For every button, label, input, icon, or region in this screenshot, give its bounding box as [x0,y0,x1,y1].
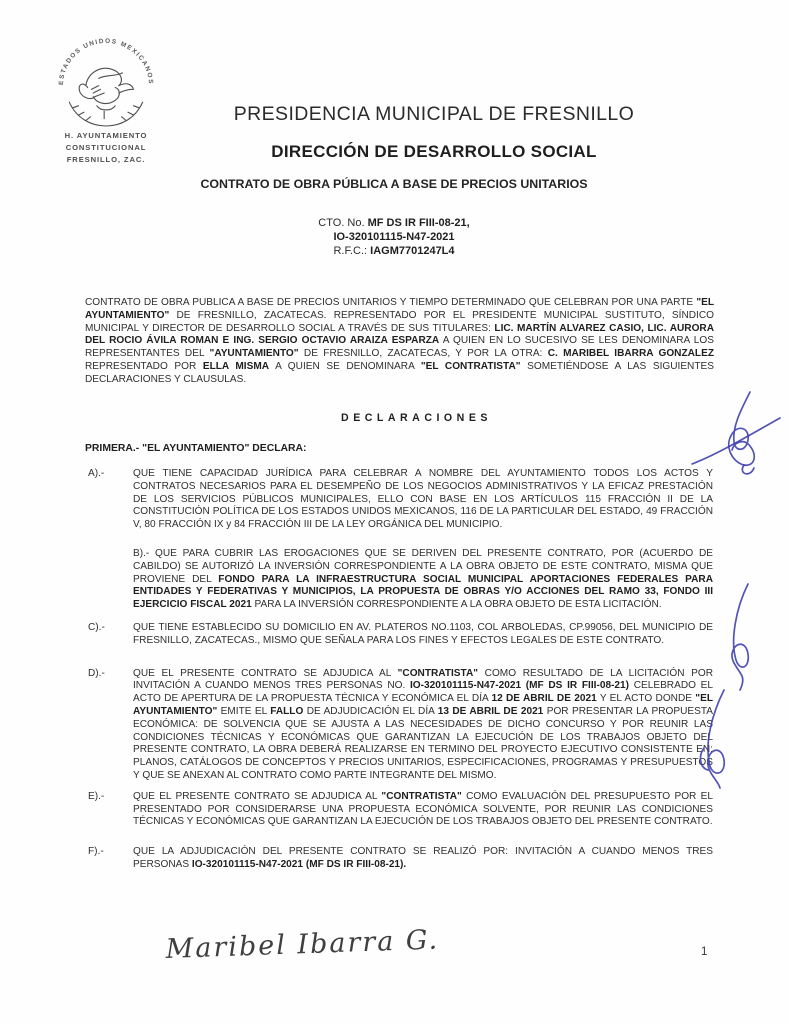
clause-e [85,791,713,829]
clause-c-label: C).- [88,621,105,633]
page-number: 1 [701,946,708,958]
clause-f [85,846,713,872]
org-name-line: FRESNILLO, ZAC. [66,155,146,164]
org-name-line: CONSTITUCIONAL [65,143,147,152]
clause-f-label: F).- [88,846,104,858]
ink-rubric-2 [718,580,766,692]
clause-d-text: QUE EL PRESENTE CONTRATO SE ADJUDICA AL "CONTRATISTA" COMO RESULTADO DE LA LICITACIÓN POR INVITACIÓN A CUANDO MENOS TRES PERSONAS NO. IO-320101115-N47-2021 (MF DS IR FIII-08-21) CELEBRADO EL ACTO DE APERTURA DE LA PROPUESTA TÉCNICA Y ECONÓMICA EL DÍA 12 DE ABRIL DE 2021 Y EL ACTO DONDE "EL AYUNTAMIENTO" EMITE EL FALLO DE ADJUDICACIÓN EL DÍA 13 DE ABRIL DE 2021 POR PRESENTAR LA PROPUESTA ECONÓMICA: DE SOLVENCIA QUE SE AJUSTA A LAS NECESIDADES DE DICHO CONCURSO Y POR REUNIR LAS CONDICIONES TÉCNICAS Y ECONÓMICAS QUE GARANTIZAN LA EJECUCIÓN DE LOS TRABAJOS OBJETO DEL PRESENTE CONTRATO, LA OBRA DEBERÁ REALIZARSE EN TERMINO DEL PROYECTO EJECUTIVO CONSISTENTE EN: PLANOS, CATÁLOGOS DE CONCEPTOS Y PRECIOS UNITARIOS, ESPECIFICACIONES, PROGRAMAS Y PRESUPUESTOS Y QUE SE ANEXAN AL CONTRATO COMO PARTE INTEGRANTE DEL MISMO. [133,667,714,781]
page-title: PRESIDENCIA MUNICIPAL DE FRESNILLO [233,103,635,125]
rfc-line: R.F.C.: IAGM7701247L4 [333,245,455,257]
clause-a-label: A).- [88,468,105,479]
handwritten-signature [148,918,448,980]
contract-number-block [40,216,748,258]
clause-c [85,622,713,648]
svg-text:ESTADOS UNIDOS MEXICANOS [58,38,154,85]
clauses-section [85,443,713,872]
clause-e-text: QUE EL PRESENTE CONTRATO SE ADJUDICA AL "CONTRATISTA" COMO EVALUACIÓN DEL PRESUPUESTO POR EL PRESENTADO POR CONSIDERARSE UNA PROPUESTA ECONÓMICA SOLVENTE, POR REUNIR LAS CONDICIONES TÉCNICAS Y ECONÓMICAS QUE GARANTIZAN LA EJECUCIÓN DE LOS TRABAJOS OBJETO DEL PRESENTE CONTRATO. [133,790,713,828]
handwritten-signature-text: Maribel Ibarra G. [165,924,440,965]
clause-b [85,548,713,612]
ink-rubric-3 [690,688,750,798]
page-subtitle: DIRECCIÓN DE DESARROLLO SOCIAL [271,142,597,161]
clause-c-text: QUE TIENE ESTABLECIDO SU DOMICILIO EN AV. PLATEROS NO.1103, COL ARBOLEDAS, CP.99056, DEL MUNICIPIO DE FRESNILLO, ZACATECAS., MISMO QUE SEÑALA PARA LOS FINES Y EFECTOS LEGALES DE ESTE CONTRATO. [133,621,713,646]
clause-b-text: B).- QUE PARA CUBRIR LAS EROGACIONES QUE SE DERIVEN DEL PRESENTE CONTRATO, POR (ACUERDO DE CABILDO) SE AUTORIZÓ LA INVERSIÓN CORRESPONDIENTE A LA OBRA OBJETO DE ESTE CONTRATO, MISMA QUE PROVIENE DEL FONDO PARA LA INFRAESTRUCTURA SOCIAL MUNICIPAL APORTACIONES FEDERALES PARA ENTIDADES Y FEDERATIVAS Y MUNICIPIOS, LA PROPUESTA DE OBRAS Y/O ACCIONES DEL RAMO 33, FONDO III EJERCICIO FISCAL 2021 PARA LA INVERSIÓN CORRESPONDIENTE A LA OBRA OBJETO DE ESTA LICITACIÓN. [133,547,713,611]
clause-a [85,468,713,532]
contract-number-line: CTO. No. MF DS IR FIII-08-21, [318,217,470,229]
intro-paragraph: CONTRATO DE OBRA PUBLICA A BASE DE PRECIOS UNITARIOS Y TIEMPO DETERMINADO QUE CELEBRAN POR UNA PARTE "EL AYUNTAMIENTO" DE FRESNILLO, ZACATECAS. REPRESENTADO POR EL PRESIDENTE MUNICIPAL SUSTITUTO, SÍNDICO MUNICIPAL Y DIRECTOR DE DESARROLLO SOCIAL A TRAVÉS DE SUS TITULARES: LIC. MARTÍN ALVAREZ CASIO, LIC. AURORA DEL ROCIO ÁVILA ROMAN E ING. SERGIO OCTAVIO ARAIZA ESPARZA A QUIEN EN LO SUCESIVO SE LES DENOMINARA LOS REPRESENTANTES DEL "AYUNTAMIENTO" DE FRESNILLO, ZACATECAS, Y POR LA OTRA: C. MARIBEL IBARRA GONZALEZ REPRESENTADO POR ELLA MISMA A QUIEN SE DENOMINARA "EL CONTRATISTA" SOMETIÉNDOSE A LAS SIGUIENTES DECLARACIONES Y CLAUSULAS. [85,297,714,385]
declaraciones-heading: DECLARACIONES [341,412,492,424]
clause-a-text: QUE TIENE CAPACIDAD JURÍDICA PARA CELEBRAR A NOMBRE DEL AYUNTAMIENTO TODOS LOS ACTOS Y CONTRATOS NECESARIOS PARA EL DESEMPEÑO DE LOS NEGOCIOS ADMINISTRATIVOS Y LA EFICAZ PRESTACIÓN DE LOS SERVICIOS PÚBLICOS MUNICIPALES, ELLO CON BASE EN LOS ARTÍCULOS 115 FRACCIÓN II DE LA CONSTITUCIÓN POLÍTICA DE LOS ESTADOS UNIDOS MEXICANOS, 116 DE LA PARTICULAR DEL ESTADO, 49 FRACCIÓN V, 80 FRACCIÓN IX y 84 FRACCIÓN III DE LA LEY ORGÁNICA DEL MUNICIPIO. [133,468,713,531]
primera-heading: PRIMERA.- "EL AYUNTAMIENTO" DECLARA: [85,443,307,454]
clause-e-label: E).- [88,790,105,802]
ink-rubric-1 [688,386,788,480]
tender-number-line: IO-320101115-N47-2021 [333,231,455,243]
document-type-title: CONTRATO DE OBRA PÚBLICA A BASE DE PRECIOS UNITARIOS [200,177,588,191]
clause-d [85,668,713,783]
org-name-line: H. AYUNTAMIENTO [64,131,148,140]
clause-d-label: D).- [88,667,105,679]
clause-f-text: QUE LA ADJUDICACIÓN DEL PRESENTE CONTRATO SE REALIZÓ POR: INVITACIÓN A CUANDO MENOS TRES PERSONAS IO-320101115-N47-2021 (MF DS IR FIII-08-21). [133,846,713,870]
seal-caption: ESTADOS UNIDOS MEXICANOS [57,37,155,86]
